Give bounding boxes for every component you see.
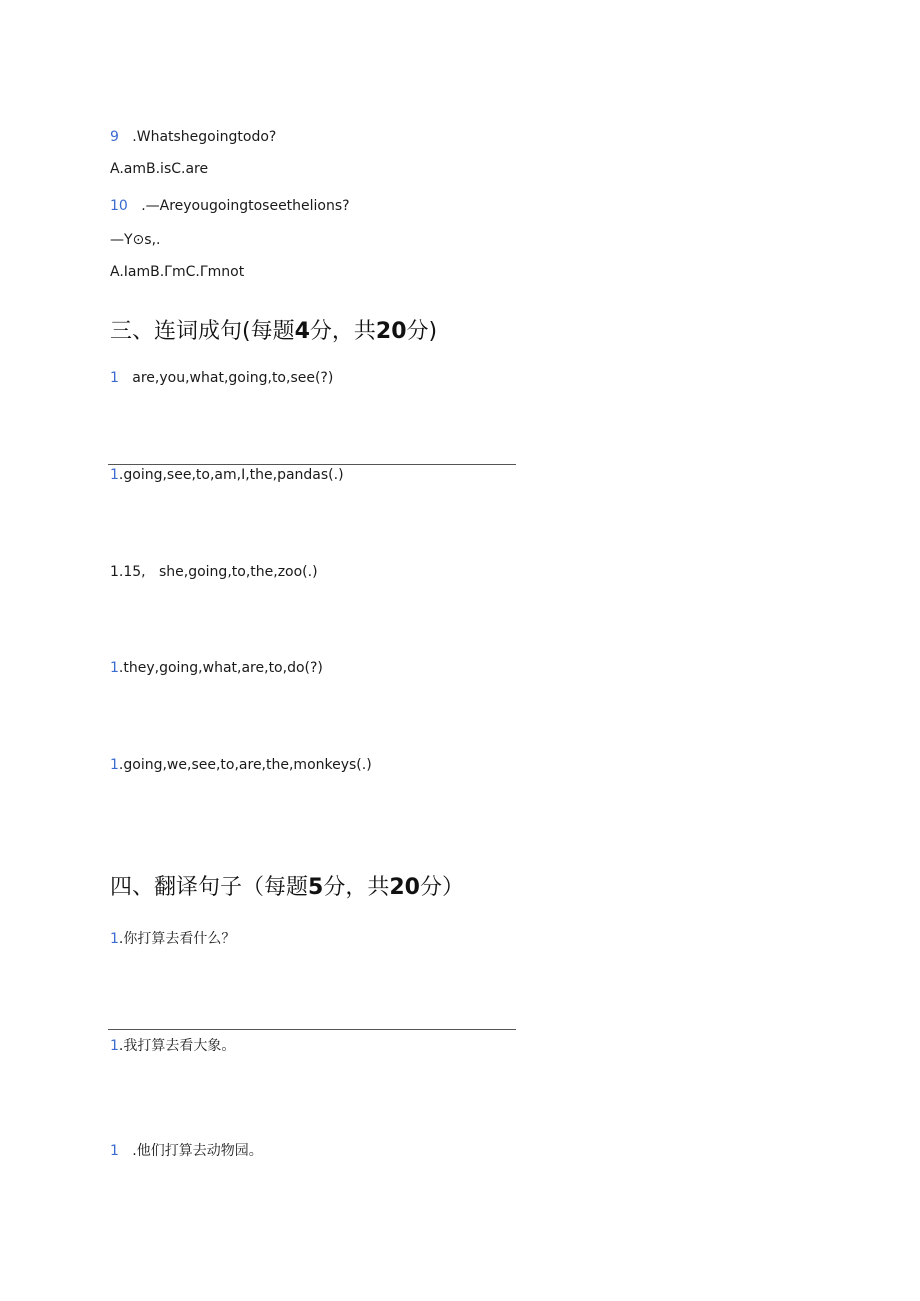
list-item bbox=[110, 563, 318, 581]
question-number: 9 bbox=[110, 129, 119, 145]
section-3-heading bbox=[110, 318, 437, 346]
item-text: .你打算去看什么？ bbox=[118, 931, 236, 947]
item-text: she,going,to,the,zoo(.) bbox=[158, 564, 318, 580]
item-number: 1 bbox=[110, 1143, 119, 1159]
question-text: .Whatshegoingtodo? bbox=[132, 129, 277, 145]
item-number: 1 bbox=[110, 757, 119, 773]
list-item bbox=[110, 756, 372, 774]
answer-line bbox=[108, 464, 516, 465]
item-number: 1 bbox=[110, 467, 119, 483]
item-text: .going,see,to,am,I,the,pandas(.) bbox=[118, 467, 344, 483]
list-item bbox=[110, 659, 323, 677]
item-number: 1 bbox=[110, 931, 119, 947]
question-text: .—Areyougoingtoseethelions? bbox=[141, 198, 350, 214]
question-10-reply: —Y⊙s,. bbox=[110, 232, 161, 248]
question-9-options: A.amB.isC.are bbox=[110, 161, 209, 177]
heading-total: 20 bbox=[389, 875, 420, 900]
heading-part: 分，共 bbox=[323, 875, 390, 900]
heading-points: 5 bbox=[308, 875, 324, 900]
item-text: .they,going,what,are,to,do(?) bbox=[118, 660, 323, 676]
question-10 bbox=[110, 197, 350, 215]
question-9 bbox=[110, 128, 276, 146]
list-item bbox=[110, 466, 344, 484]
list-item bbox=[110, 1142, 263, 1160]
heading-part: 分，共 bbox=[309, 319, 376, 344]
heading-part: 分) bbox=[406, 319, 438, 344]
item-number: 1 bbox=[110, 660, 119, 676]
list-item bbox=[110, 369, 333, 387]
question-10-options: A.IamB.ΓmC.Γmnot bbox=[110, 264, 245, 280]
answer-line bbox=[108, 1029, 516, 1030]
item-text: .他们打算去动物园。 bbox=[132, 1143, 263, 1159]
list-item bbox=[110, 930, 235, 948]
item-number: 1 bbox=[110, 370, 119, 386]
heading-part: 分） bbox=[419, 875, 464, 900]
heading-part: 四、翻译句子（每题 bbox=[110, 875, 309, 900]
list-item bbox=[110, 1037, 235, 1055]
item-text: .我打算去看大象。 bbox=[118, 1038, 236, 1054]
item-text: .going,we,see,to,are,the,monkeys(.) bbox=[118, 757, 372, 773]
section-4-heading bbox=[110, 874, 464, 902]
heading-points: 4 bbox=[294, 319, 310, 344]
item-text: are,you,what,going,to,see(?) bbox=[132, 370, 334, 386]
question-number: 10 bbox=[110, 198, 128, 214]
item-number: 1 bbox=[110, 1038, 119, 1054]
heading-part: 三、连词成句(每题 bbox=[110, 319, 295, 344]
heading-total: 20 bbox=[375, 319, 407, 344]
item-number: 1.15, bbox=[110, 564, 146, 580]
